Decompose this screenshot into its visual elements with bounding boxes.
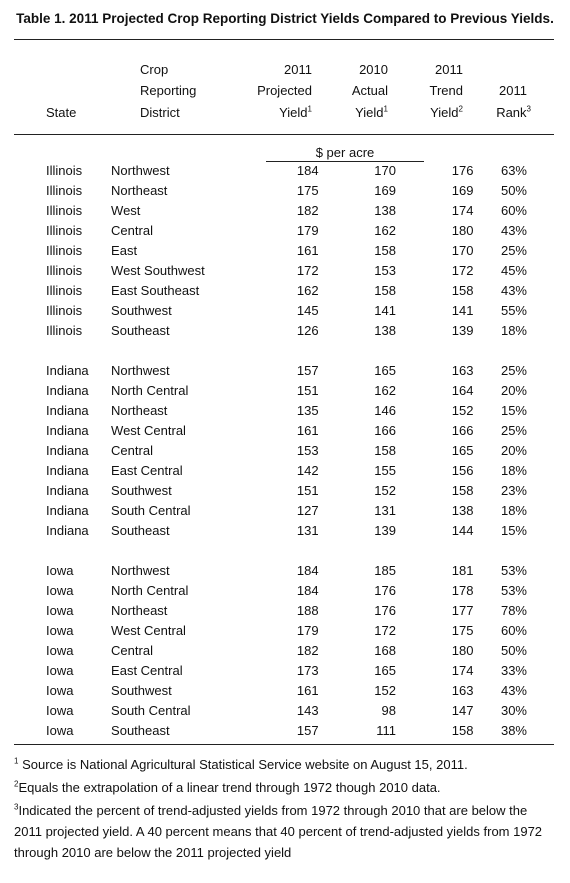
cell-district: Central (111, 443, 153, 458)
cell-district: West Southwest (111, 263, 205, 278)
cell-state: Iowa (46, 683, 74, 698)
cell-state: Iowa (46, 583, 74, 598)
table-row (14, 201, 554, 221)
cell-trend-yield: 180 (451, 643, 474, 658)
spacer-cell (14, 541, 554, 561)
cell-state: Iowa (46, 703, 74, 718)
cell-rank: 18% (500, 323, 527, 338)
cell-projected-yield: 145 (296, 303, 319, 318)
header-trend-sup: 2 (458, 104, 463, 114)
cell-district: Northeast (111, 603, 168, 618)
table-row (14, 281, 554, 301)
cell-district: Northeast (111, 183, 168, 198)
cell-rank: 43% (500, 283, 527, 298)
table-row (14, 481, 554, 501)
cell-state: Illinois (46, 203, 83, 218)
header-projected-line2: Projected (257, 83, 312, 98)
header-state: State (46, 105, 77, 120)
cell-actual-yield: 153 (374, 263, 396, 278)
cell-state: Indiana (46, 403, 89, 418)
footnote-3-text: Indicated the percent of trend-adjusted yields from 1972 through 2010 that are below the 2011 projected yield. A 40 percent means that 40 percent of trend-adjusted yields from 1972 through 2010 are below the 2011 projected yield (14, 803, 543, 860)
cell-trend-yield: 138 (451, 503, 474, 518)
header-district-line1: Crop (140, 62, 169, 77)
cell-district: West Central (111, 423, 186, 438)
cell-projected-yield: 131 (296, 523, 319, 538)
cell-actual-yield: 162 (374, 383, 396, 398)
table-row (14, 581, 554, 601)
table-body (14, 161, 554, 741)
cell-rank: 43% (500, 683, 527, 698)
cell-state: Illinois (46, 163, 83, 178)
group-spacer (14, 541, 554, 561)
header-projected-line1: 2011 (284, 62, 312, 77)
cell-rank: 60% (500, 623, 527, 638)
cell-projected-yield: 151 (296, 383, 319, 398)
cell-rank: 63% (500, 163, 527, 178)
cell-rank: 33% (500, 663, 527, 678)
cell-projected-yield: 173 (296, 663, 319, 678)
cell-trend-yield: 158 (451, 483, 474, 498)
cell-state: Illinois (46, 303, 83, 318)
cell-district: Southwest (111, 683, 172, 698)
cell-district: Northwest (111, 163, 170, 178)
cell-projected-yield: 127 (296, 503, 319, 518)
table-row (14, 241, 554, 261)
cell-actual-yield: 176 (374, 583, 396, 598)
cell-actual-yield: 98 (381, 703, 396, 718)
cell-trend-yield: 176 (451, 163, 474, 178)
cell-rank: 50% (500, 643, 527, 658)
cell-projected-yield: 135 (296, 403, 319, 418)
cell-trend-yield: 177 (451, 603, 474, 618)
cell-state: Illinois (46, 263, 83, 278)
cell-rank: 18% (500, 503, 527, 518)
footnote-1-text: Source is National Agricultural Statistical Service website on August 15, 2011. (18, 757, 468, 772)
cell-state: Illinois (46, 223, 83, 238)
cell-trend-yield: 156 (451, 463, 474, 478)
cell-rank: 20% (500, 443, 527, 458)
cell-actual-yield: 155 (374, 463, 396, 478)
cell-trend-yield: 144 (451, 523, 474, 538)
cell-projected-yield: 157 (296, 363, 319, 378)
cell-projected-yield: 188 (296, 603, 319, 618)
cell-district: Southeast (111, 723, 170, 738)
table-row (14, 461, 554, 481)
footnote-3-marker: 3 (14, 802, 19, 812)
cell-district: East Central (111, 463, 183, 478)
cell-state: Illinois (46, 183, 83, 198)
cell-actual-yield: 131 (374, 503, 396, 518)
header-actual-yield: Yield (355, 105, 384, 120)
cell-projected-yield: 172 (296, 263, 319, 278)
cell-district: Southeast (111, 323, 170, 338)
table-row (14, 421, 554, 441)
cell-trend-yield: 141 (451, 303, 474, 318)
cell-district: Southwest (111, 483, 172, 498)
cell-trend-yield: 158 (451, 283, 474, 298)
cell-actual-yield: 162 (374, 223, 396, 238)
cell-trend-yield: 175 (451, 623, 474, 638)
header-rule (14, 134, 554, 135)
cell-rank: 38% (500, 723, 527, 738)
unit-label: $ per acre (315, 145, 375, 160)
header-actual-sup: 1 (383, 104, 388, 114)
cell-projected-yield: 175 (296, 183, 319, 198)
cell-actual-yield: 141 (374, 303, 396, 318)
cell-actual-yield: 185 (374, 563, 396, 578)
header-district-line2: Reporting (140, 83, 197, 98)
header-trend-yield: Yield (430, 105, 459, 120)
cell-projected-yield: 179 (296, 223, 319, 238)
table-row (14, 601, 554, 621)
cell-trend-yield: 152 (451, 403, 474, 418)
table-row (14, 361, 554, 381)
cell-trend-yield: 172 (451, 263, 474, 278)
cell-trend-yield: 165 (451, 443, 474, 458)
cell-actual-yield: 168 (374, 643, 396, 658)
table-row (14, 321, 554, 341)
cell-rank: 30% (500, 703, 527, 718)
header-actual-line3 (355, 103, 388, 123)
cell-actual-yield: 170 (374, 163, 396, 178)
cell-projected-yield: 161 (296, 243, 319, 258)
cell-projected-yield: 142 (296, 463, 319, 478)
cell-trend-yield: 181 (451, 563, 474, 578)
cell-state: Indiana (46, 483, 89, 498)
top-rule (14, 39, 554, 40)
cell-district: West Central (111, 623, 186, 638)
cell-projected-yield: 161 (296, 423, 319, 438)
cell-state: Illinois (46, 283, 83, 298)
header-district-line3: District (140, 105, 180, 120)
cell-state: Indiana (46, 443, 89, 458)
cell-district: West (111, 203, 141, 218)
table-row (14, 661, 554, 681)
cell-state: Illinois (46, 323, 83, 338)
header-rank-line1: 2011 (499, 83, 527, 98)
footnote-3 (14, 800, 554, 863)
cell-projected-yield: 162 (296, 283, 319, 298)
cell-state: Illinois (46, 243, 83, 258)
cell-rank: 60% (500, 203, 527, 218)
footnote-2-text: Equals the extrapolation of a linear trend through 1972 though 2010 data. (18, 780, 441, 795)
cell-actual-yield: 152 (374, 483, 396, 498)
cell-actual-yield: 169 (374, 183, 396, 198)
cell-rank: 25% (500, 363, 527, 378)
cell-actual-yield: 158 (374, 243, 396, 258)
cell-state: Indiana (46, 463, 89, 478)
cell-projected-yield: 184 (296, 163, 319, 178)
cell-rank: 23% (500, 483, 527, 498)
cell-state: Iowa (46, 603, 74, 618)
table-row (14, 681, 554, 701)
cell-district: Central (111, 223, 153, 238)
cell-state: Indiana (46, 523, 89, 538)
header-projected-line3 (279, 103, 312, 123)
cell-trend-yield: 164 (451, 383, 474, 398)
cell-state: Indiana (46, 383, 89, 398)
cell-projected-yield: 143 (296, 703, 319, 718)
cell-district: East Southeast (111, 283, 200, 298)
cell-state: Iowa (46, 643, 74, 658)
cell-actual-yield: 146 (374, 403, 396, 418)
cell-rank: 43% (500, 223, 527, 238)
cell-state: Indiana (46, 423, 89, 438)
cell-district: Central (111, 643, 153, 658)
cell-rank: 25% (500, 423, 527, 438)
header-trend-line1: 2011 (435, 62, 463, 77)
header-actual-line2: Actual (351, 83, 388, 98)
cell-rank: 15% (500, 403, 527, 418)
cell-actual-yield: 172 (374, 623, 396, 638)
cell-state: Iowa (46, 563, 74, 578)
cell-state: Indiana (46, 503, 89, 518)
table-row (14, 641, 554, 661)
table-row (14, 621, 554, 641)
cell-trend-yield: 163 (451, 683, 474, 698)
table-row (14, 181, 554, 201)
footnote-1-marker: 1 (14, 756, 19, 766)
cell-trend-yield: 174 (451, 203, 474, 218)
cell-projected-yield: 153 (296, 443, 319, 458)
header-projected-yield: Yield (279, 105, 308, 120)
table-row (14, 521, 554, 541)
spacer-cell (14, 341, 554, 361)
cell-district: North Central (111, 583, 189, 598)
yield-table (14, 161, 554, 741)
group-spacer (14, 341, 554, 361)
cell-actual-yield: 111 (376, 723, 396, 738)
cell-trend-yield: 147 (451, 703, 474, 718)
table-row (14, 221, 554, 241)
cell-district: Northwest (111, 563, 170, 578)
header-rank: Rank (496, 105, 527, 120)
cell-state: Iowa (46, 623, 74, 638)
cell-actual-yield: 176 (374, 603, 396, 618)
cell-district: South Central (111, 703, 191, 718)
cell-trend-yield: 139 (451, 323, 474, 338)
header-projected-sup: 1 (307, 104, 312, 114)
cell-projected-yield: 184 (296, 563, 319, 578)
header-rank-line2 (496, 103, 531, 123)
cell-rank: 50% (500, 183, 527, 198)
header-rank-sup: 3 (526, 104, 531, 114)
cell-rank: 45% (500, 263, 527, 278)
cell-projected-yield: 157 (296, 723, 319, 738)
cell-state: Iowa (46, 723, 74, 738)
footnote-2 (14, 777, 554, 798)
table-row (14, 701, 554, 721)
cell-trend-yield: 178 (451, 583, 474, 598)
table-row (14, 501, 554, 521)
table-row (14, 381, 554, 401)
cell-district: Southwest (111, 303, 172, 318)
cell-state: Iowa (46, 663, 74, 678)
header-actual-line1: 2010 (359, 62, 388, 77)
table-title: Table 1. 2011 Projected Crop Reporting District Yields Compared to Previous Yields. (16, 11, 554, 26)
cell-rank: 53% (500, 583, 527, 598)
cell-rank: 20% (500, 383, 527, 398)
cell-trend-yield: 170 (451, 243, 474, 258)
cell-district: Northwest (111, 363, 170, 378)
table-row (14, 561, 554, 581)
cell-district: East (111, 243, 138, 258)
cell-trend-yield: 163 (451, 363, 474, 378)
cell-projected-yield: 161 (296, 683, 319, 698)
cell-rank: 25% (500, 243, 527, 258)
bottom-rule (14, 744, 554, 745)
cell-actual-yield: 165 (374, 663, 396, 678)
cell-actual-yield: 138 (374, 323, 396, 338)
cell-projected-yield: 184 (296, 583, 319, 598)
table-row (14, 261, 554, 281)
cell-projected-yield: 182 (296, 203, 319, 218)
cell-district: North Central (111, 383, 189, 398)
cell-actual-yield: 166 (374, 423, 396, 438)
cell-rank: 15% (500, 523, 527, 538)
cell-actual-yield: 152 (374, 683, 396, 698)
footnote-2-marker: 2 (14, 779, 19, 789)
cell-trend-yield: 180 (451, 223, 474, 238)
cell-actual-yield: 158 (374, 443, 396, 458)
cell-district: East Central (111, 663, 183, 678)
cell-projected-yield: 179 (296, 623, 319, 638)
cell-projected-yield: 182 (296, 643, 319, 658)
cell-trend-yield: 174 (451, 663, 474, 678)
cell-trend-yield: 166 (451, 423, 474, 438)
cell-district: Southeast (111, 523, 170, 538)
cell-district: South Central (111, 503, 191, 518)
header-trend-line3 (430, 103, 463, 123)
footnote-1 (14, 754, 554, 775)
footnotes (14, 754, 554, 863)
header-trend-line2: Trend (429, 83, 463, 98)
cell-actual-yield: 139 (374, 523, 396, 538)
table-row (14, 161, 554, 181)
cell-projected-yield: 151 (296, 483, 319, 498)
cell-trend-yield: 158 (451, 723, 474, 738)
cell-rank: 78% (500, 603, 527, 618)
table-row (14, 721, 554, 741)
cell-district: Northeast (111, 403, 168, 418)
table-row (14, 441, 554, 461)
cell-actual-yield: 165 (374, 363, 396, 378)
cell-projected-yield: 126 (296, 323, 319, 338)
cell-rank: 18% (500, 463, 527, 478)
cell-trend-yield: 169 (451, 183, 474, 198)
cell-actual-yield: 158 (374, 283, 396, 298)
table-row (14, 401, 554, 421)
cell-state: Indiana (46, 363, 89, 378)
table-row (14, 301, 554, 321)
cell-rank: 53% (500, 563, 527, 578)
cell-actual-yield: 138 (374, 203, 396, 218)
cell-rank: 55% (500, 303, 527, 318)
